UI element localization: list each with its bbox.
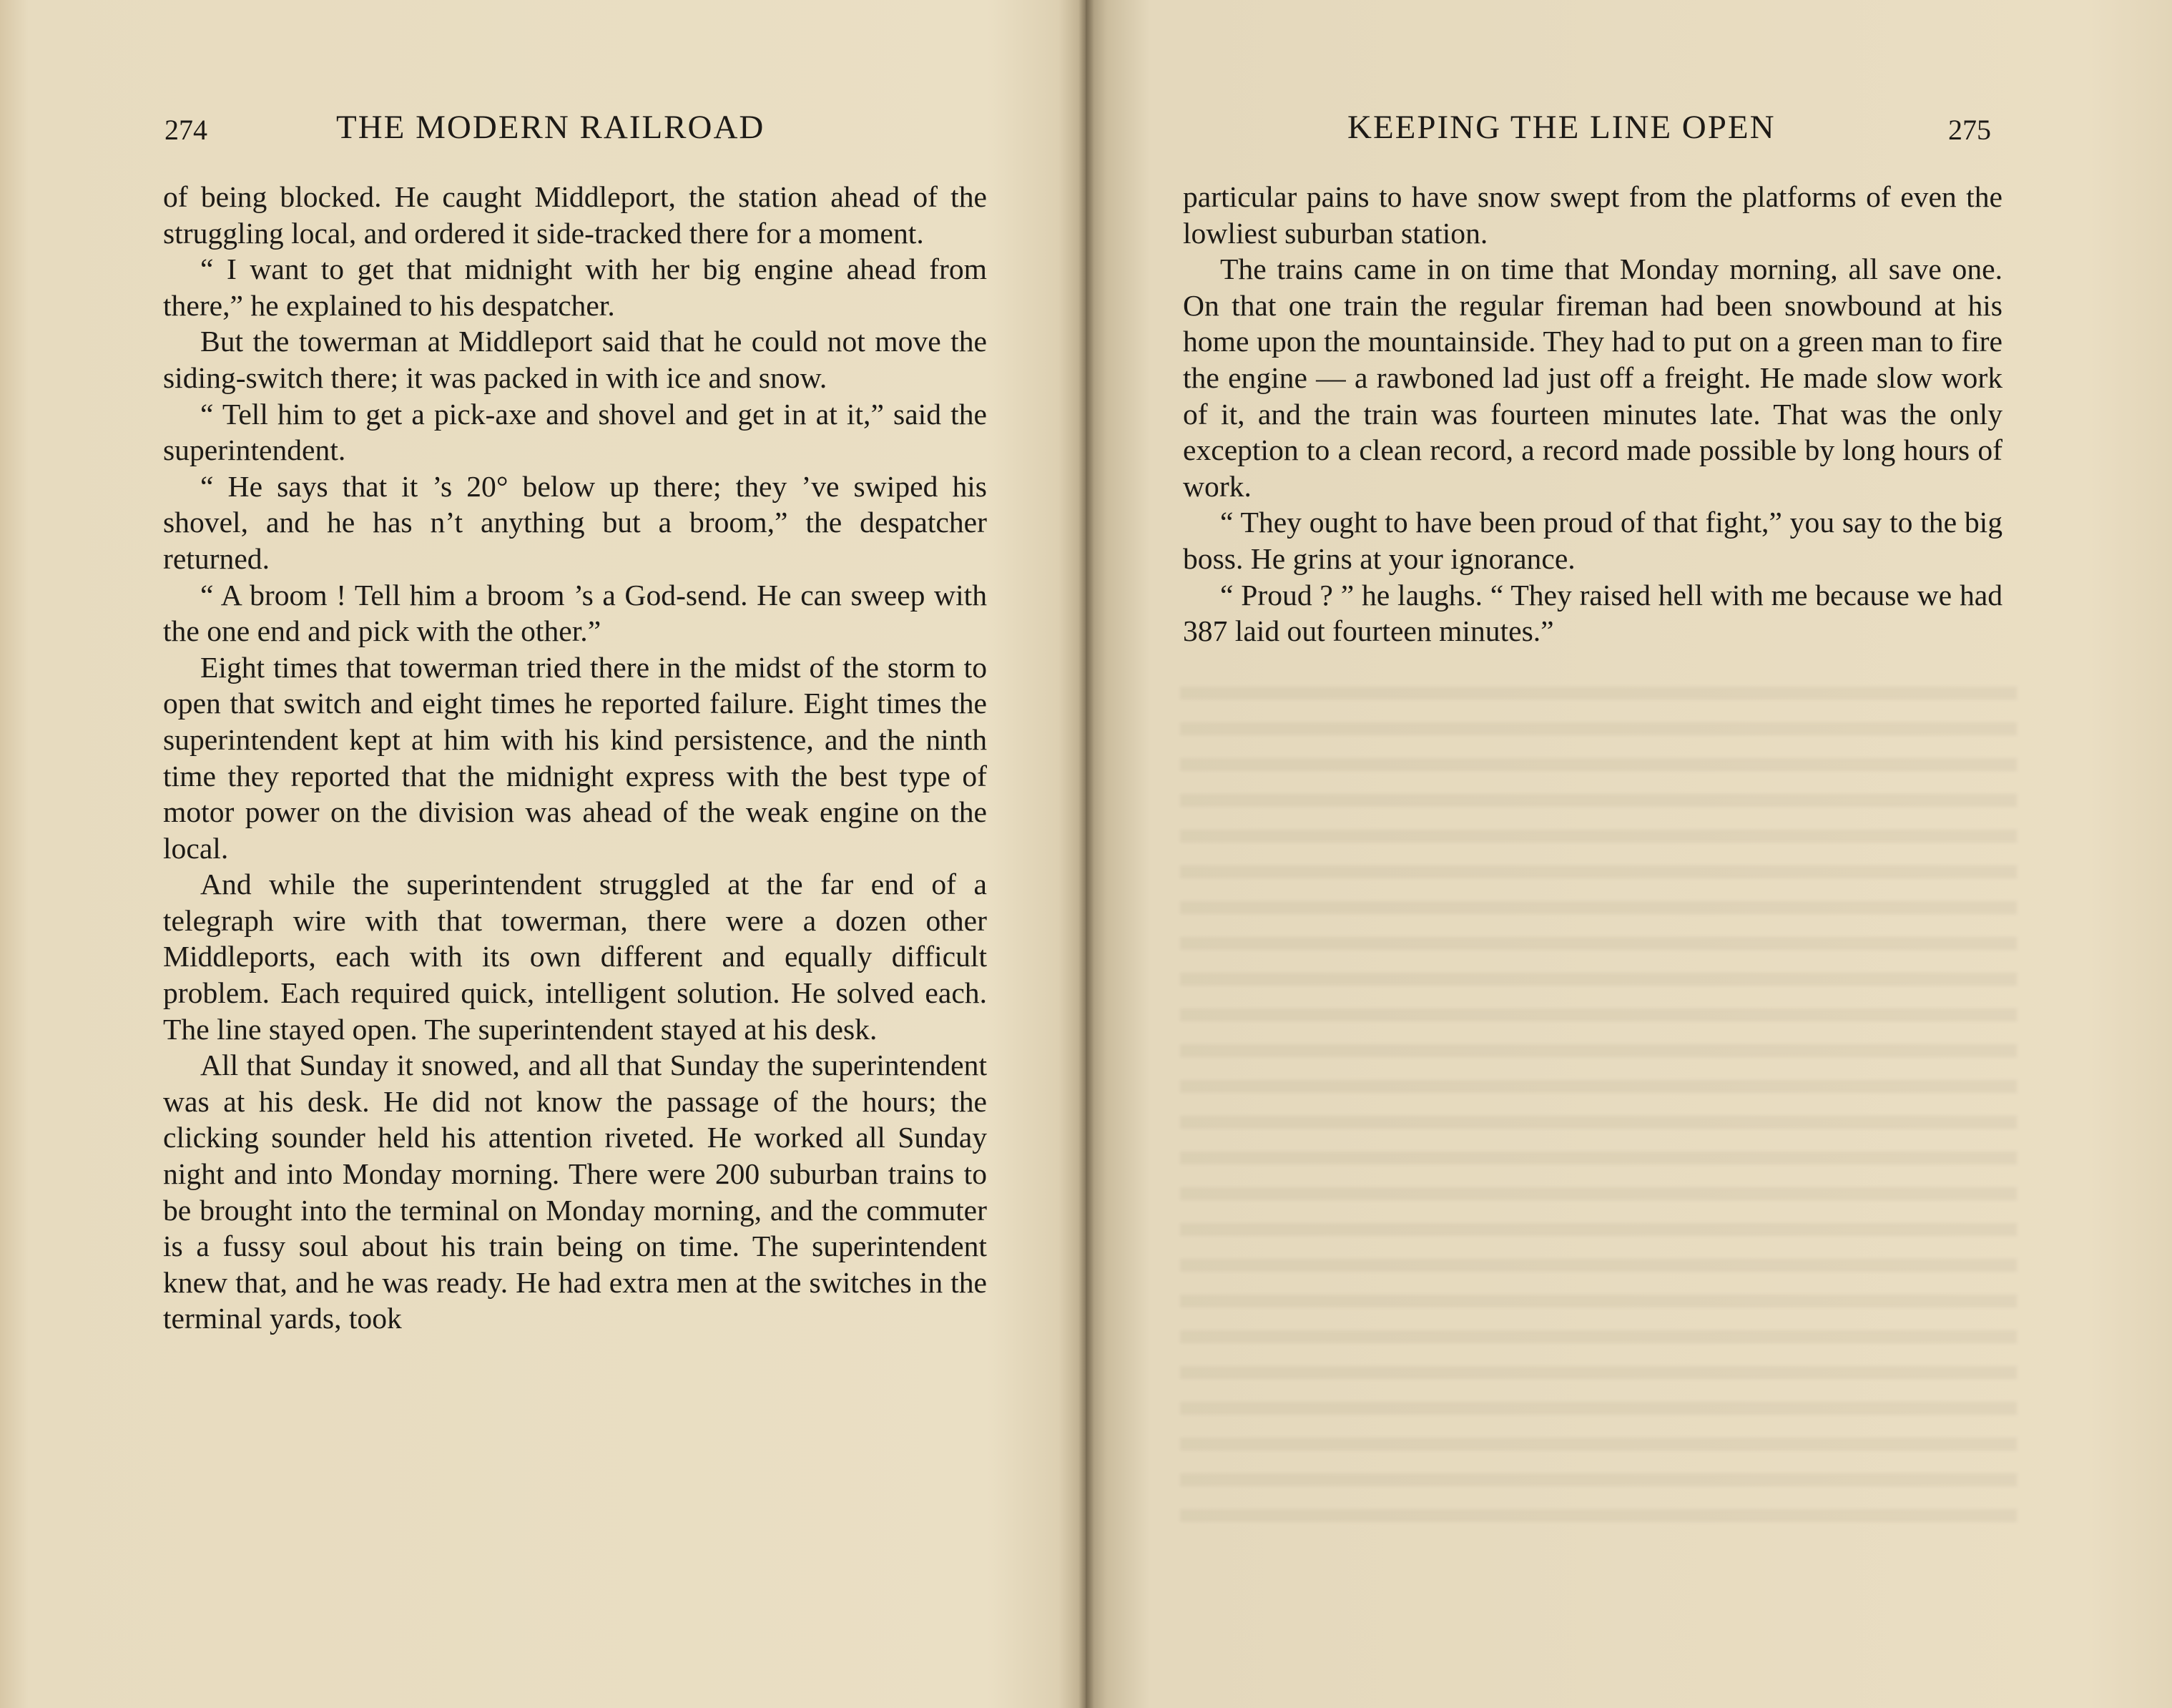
right-page-number: 275 [1948,114,1991,146]
show-through-ghost-text [1180,687,2017,1545]
right-running-head: KEEPING THE LINE OPEN [1347,109,1776,146]
paragraph: “ They ought to have been proud of that fight,” you say to the big boss. He grins at your ignorance. [1183,506,2003,575]
paragraph: “ I want to get that midnight with her big engine ahead from there,” he explained to his despatcher. [163,252,987,322]
paragraph: particular pains to have snow swept from the platforms of even the lowliest suburban station. [1183,180,2003,250]
paragraph: All that Sunday it snowed, and all that Sunday the superintendent was at his desk. He did not know the passage of the hours; the clicking sounder held his attention riveted. He worked all Sunday night and into Monday morning. There were 200 suburban trains to be brought into the terminal on Monday morning, and the commuter is a fussy soul about his train being on time. The superintendent knew that, and he was ready. He had extra men at the switches in the terminal yards, took [163,1049,987,1335]
paragraph: But the towerman at Middleport said that he could not move the siding-switch there; it was packed in with ice and snow. [163,325,987,394]
paragraph: Eight times that towerman tried there in the midst of the storm to open that switch and eight times he reported failure. Eight times the superintendent kept at him with his kind persistence, and the ninth time they reported that the midnight express with the best type of motor power on the division was ahead of the weak engine on the local. [163,650,987,865]
left-running-head: THE MODERN RAILROAD [336,109,765,146]
paragraph: The trains came in on time that Monday morning, all save one. On that one train the regular fireman had been snowbound at his home upon the mountainside. They had to put on a green man to fire the engine — a rawboned lad just off a freight. He made slow work of it, and the train was fourteen minutes late. That was the only exception to a clean record, a record made possible by long hours of work. [1183,252,2003,503]
paragraph: “ Tell him to get a pick-axe and shovel and get in at it,” said the superintendent. [163,397,987,467]
paragraph: “ A broom ! Tell him a broom ’s a God-send. He can sweep with the one end and pick with the other.” [163,578,987,648]
paragraph: of being blocked. He caught Middleport, the station ahead of the struggling local, and ordered it side-tracked there for a moment. [163,180,987,250]
paragraph: And while the superintendent struggled at the far end of a telegraph wire with that towerman, there were a dozen other Middleports, each with its own different and equally difficult problem. Each required quick, intelligent solution. He solved each. The line stayed open. The superintendent stayed at his desk. [163,868,987,1046]
book-gutter [1078,0,1094,1708]
paragraph: “ Proud ? ” he laughs. “ They raised hell with me because we had 387 laid out fourteen minutes.” [1183,578,2003,648]
left-body-text [163,179,987,1337]
left-page-number: 274 [164,114,207,146]
paragraph: “ He says that it ’s 20° below up there; they ’ve swiped his shovel, and he has n’t anything but a broom,” the despatcher returned. [163,469,987,575]
right-body-text [1183,179,2003,649]
